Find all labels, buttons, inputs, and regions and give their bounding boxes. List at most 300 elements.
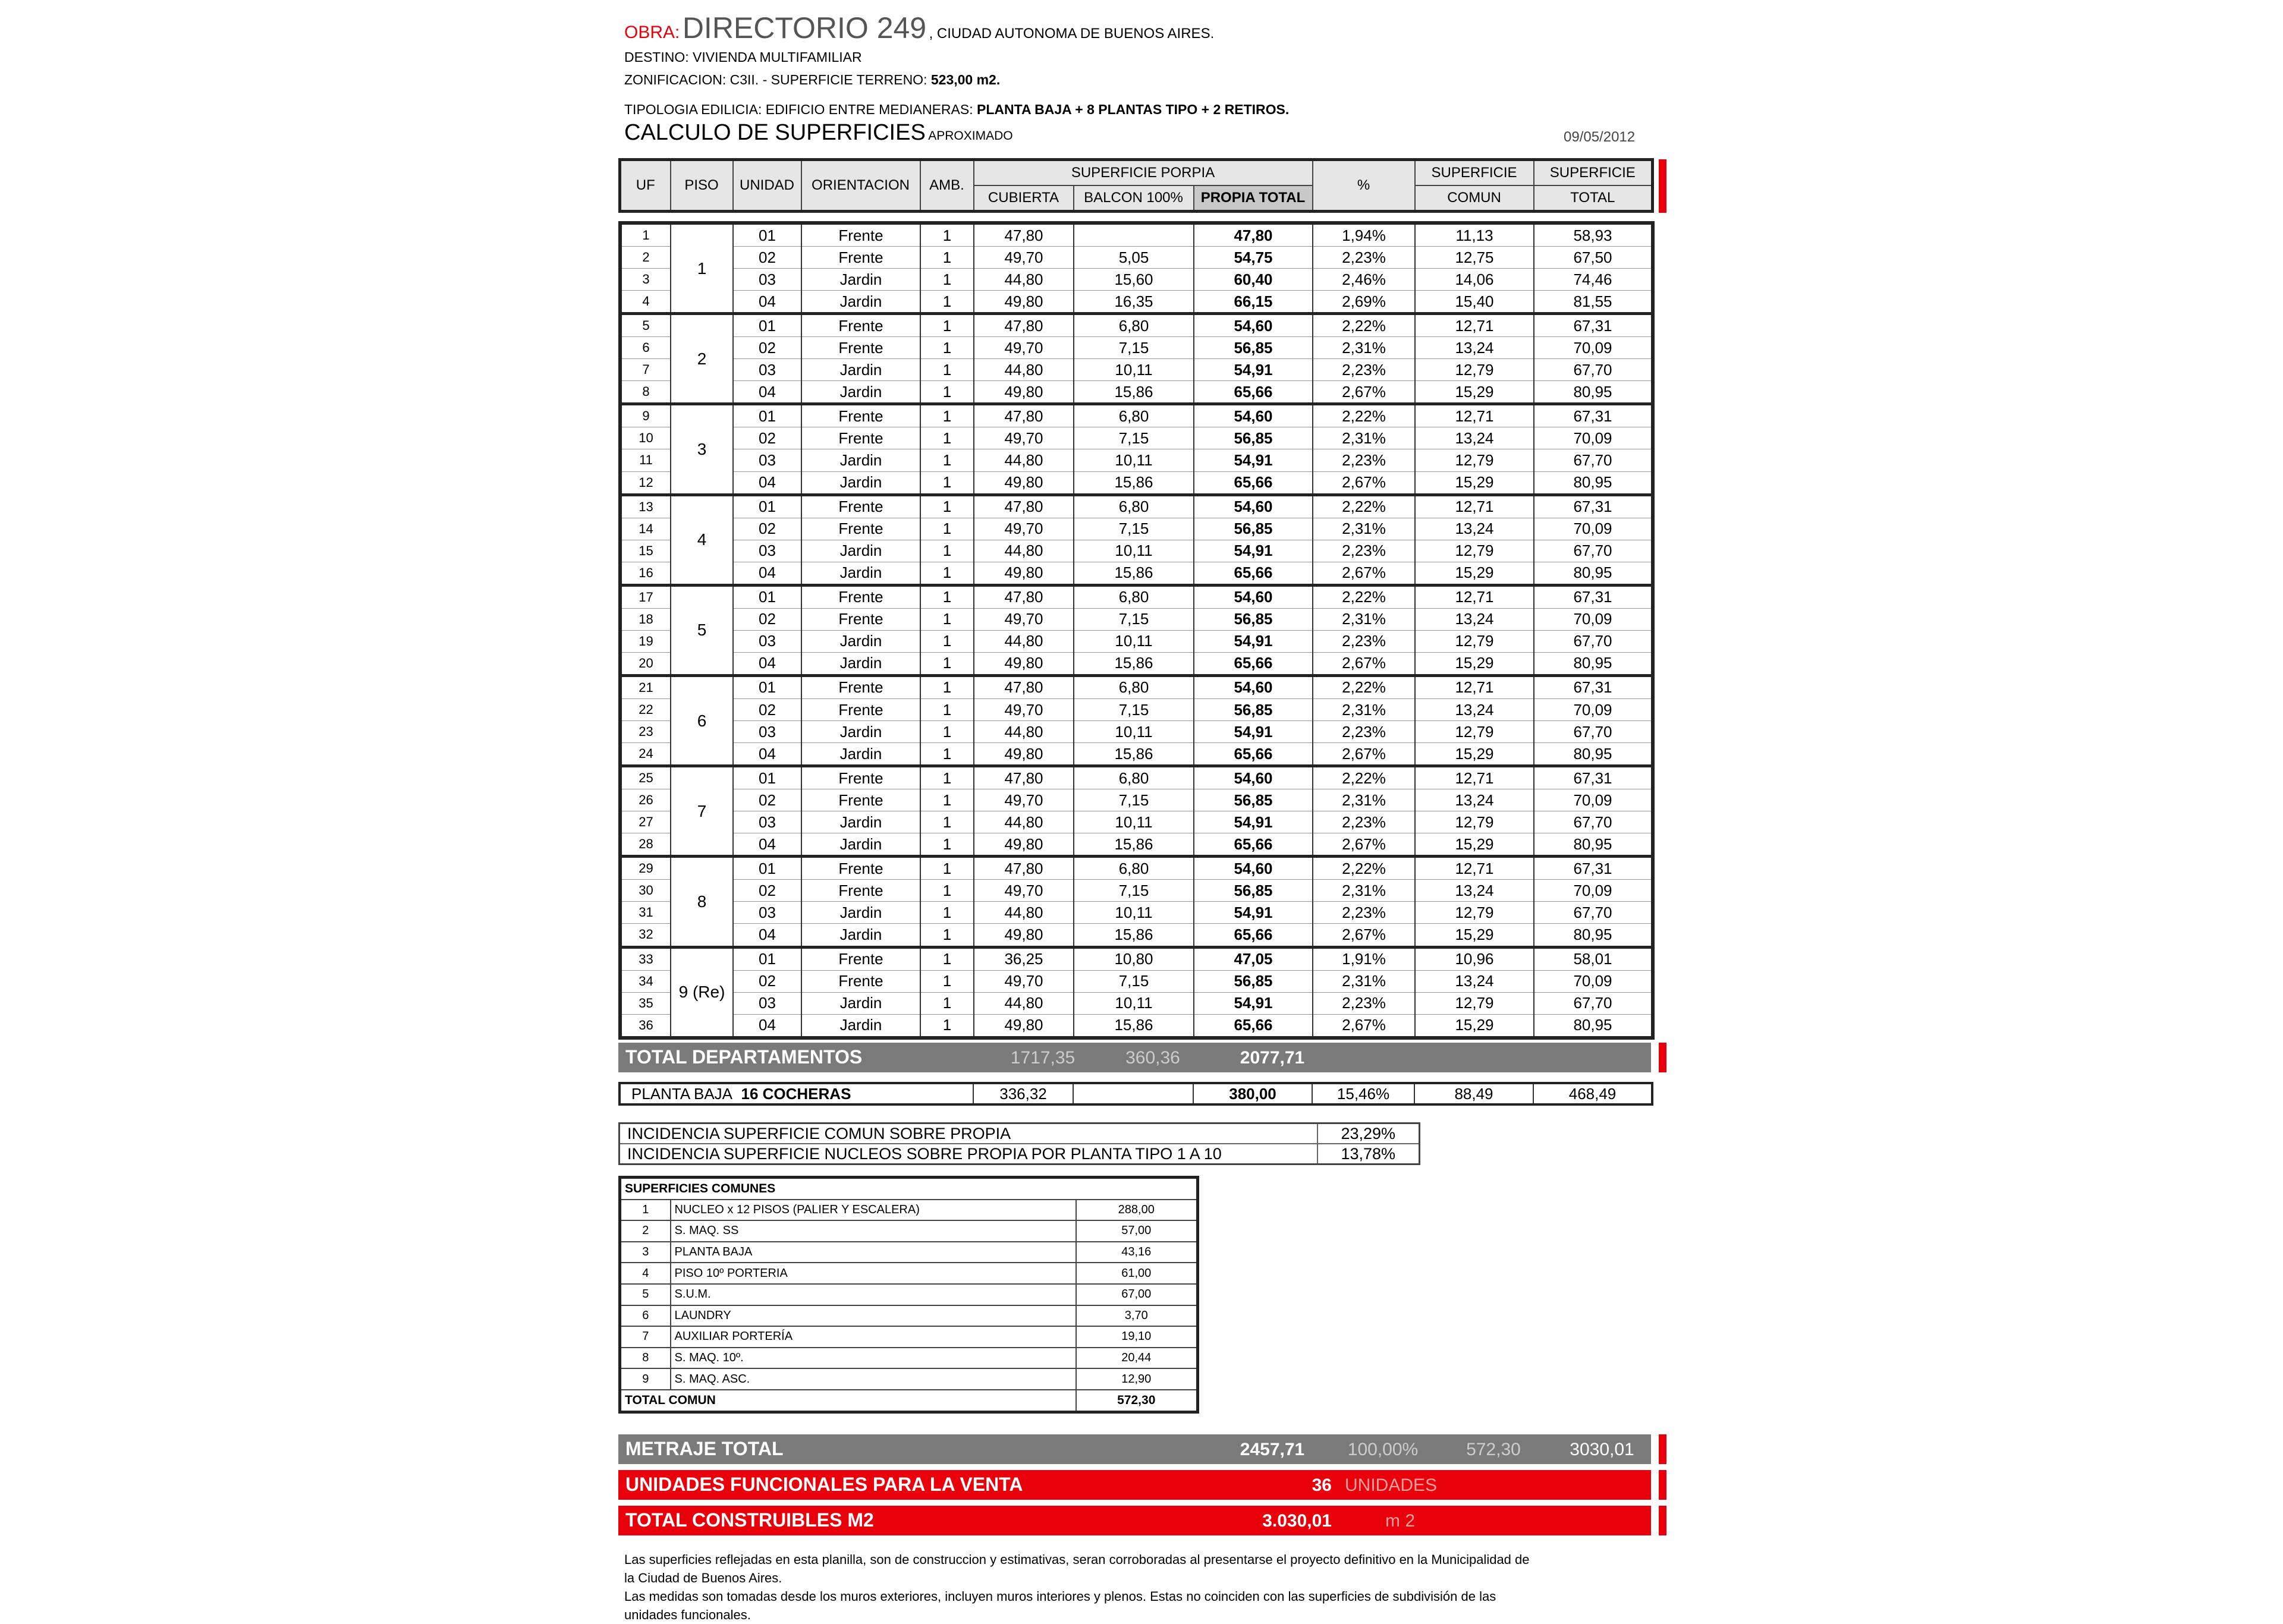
zonificacion-line [624,72,1000,88]
unit-code: 01 [733,675,801,698]
unit-propia-total: 60,40 [1194,269,1313,291]
total-departamentos-balcon: 360,36 [1125,1048,1180,1068]
unit-code: 03 [733,269,801,291]
unit-orientation: Jardin [801,449,920,471]
unit-sup-comun: 13,24 [1415,337,1534,359]
unit-balcon: 15,60 [1074,269,1194,291]
unit-balcon: 15,86 [1074,743,1194,766]
unit-orientation: Jardin [801,833,920,857]
item-description: AUXILIAR PORTERÍA [671,1326,1076,1348]
unit-propia-total: 66,15 [1194,291,1313,314]
unit-balcon: 7,15 [1074,698,1194,720]
unit-code: 02 [733,337,801,359]
unit-cubierta: 47,80 [974,857,1074,880]
table-row [620,924,1653,947]
table-row [620,471,1653,495]
incidencia-label: INCIDENCIA SUPERFICIE NUCLEOS SOBRE PROPIA POR PLANTA TIPO 1 A 10 [620,1144,1317,1165]
unit-balcon: 15,86 [1074,652,1194,675]
unit-cubierta: 49,80 [974,1014,1074,1038]
unit-amb: 1 [920,518,974,540]
table-row [620,359,1653,381]
unit-number: 15 [620,540,671,562]
piso-cell: 7 [671,766,733,857]
unit-amb: 1 [920,1014,974,1038]
unit-balcon: 7,15 [1074,789,1194,811]
total-construibles-label: TOTAL CONSTRUIBLES M2 [625,1509,874,1531]
unit-balcon: 15,86 [1074,1014,1194,1038]
unit-sup-comun: 12,71 [1415,766,1534,789]
unit-number: 33 [620,947,671,970]
unit-sup-total: 67,31 [1534,675,1653,698]
unit-amb: 1 [920,675,974,698]
unit-code: 04 [733,381,801,404]
unit-pct: 2,23% [1313,721,1415,743]
disclaimer-line: la Ciudad de Buenos Aires. [624,1571,782,1585]
unit-sup-total: 81,55 [1534,291,1653,314]
unit-pct: 2,31% [1313,698,1415,720]
calc-subtitle: APROXIMADO [928,129,1013,143]
table-row [620,247,1653,269]
unit-amb: 1 [920,471,974,495]
unit-amb: 1 [920,698,974,720]
unit-pct: 2,67% [1313,471,1415,495]
unidades-funcionales-bar [618,1470,1651,1500]
unit-propia-total: 56,85 [1194,880,1313,902]
unit-sup-comun: 12,79 [1415,902,1534,924]
unit-sup-comun: 13,24 [1415,427,1534,449]
unit-orientation: Jardin [801,721,920,743]
planta-baja-label: PLANTA BAJA 16 COCHERAS [620,1083,973,1104]
unit-orientation: Jardin [801,924,920,947]
unit-orientation: Jardin [801,291,920,314]
col-uf: UF [620,160,671,212]
table-row [620,223,1653,247]
table-row [620,540,1653,562]
unit-pct: 2,69% [1313,291,1415,314]
table-row [620,449,1653,471]
planta-baja-balcon [1073,1083,1193,1104]
unit-orientation: Jardin [801,630,920,652]
unit-sup-total: 70,09 [1534,427,1653,449]
unit-number: 31 [620,902,671,924]
unit-balcon: 6,80 [1074,585,1194,608]
unit-sup-total: 67,31 [1534,404,1653,427]
unit-pct: 2,22% [1313,314,1415,337]
unit-number: 9 [620,404,671,427]
item-number: 1 [620,1200,671,1221]
unit-balcon: 6,80 [1074,675,1194,698]
unit-cubierta: 44,80 [974,811,1074,833]
unit-amb: 1 [920,404,974,427]
obra-title [624,11,1214,45]
table-row [620,970,1653,992]
item-number: 9 [620,1368,671,1390]
unit-balcon: 16,35 [1074,291,1194,314]
unit-pct: 1,91% [1313,947,1415,970]
disclaimer-line: Las medidas son tomadas desde los muros exteriores, incluyen muros interiores y plenos. Estas no coinciden con las superficies de subdivisión de las [624,1589,1496,1604]
unit-number: 20 [620,652,671,675]
unit-balcon: 10,11 [1074,902,1194,924]
incidencia-label: INCIDENCIA SUPERFICIE COMUN SOBRE PROPIA [620,1123,1317,1144]
total-departamentos-label: TOTAL DEPARTAMENTOS [625,1046,863,1068]
calc-title-line [624,120,1013,146]
unit-pct: 2,23% [1313,630,1415,652]
unit-pct: 2,23% [1313,359,1415,381]
table-row [620,1014,1653,1038]
unit-cubierta: 49,80 [974,471,1074,495]
total-comun-label: TOTAL COMUN [620,1390,1076,1412]
list-item [620,1200,1198,1221]
unit-balcon: 6,80 [1074,404,1194,427]
unit-pct: 2,22% [1313,766,1415,789]
unit-balcon: 7,15 [1074,970,1194,992]
unit-amb: 1 [920,947,974,970]
total-departamentos-bar [618,1043,1651,1072]
unit-pct: 2,46% [1313,269,1415,291]
item-description: S. MAQ. SS [671,1220,1076,1242]
unit-cubierta: 49,70 [974,247,1074,269]
unit-orientation: Frente [801,766,920,789]
unit-orientation: Jardin [801,652,920,675]
col-sup-total-2: TOTAL [1534,185,1653,212]
unit-amb: 1 [920,721,974,743]
unit-number: 36 [620,1014,671,1038]
piso-cell: 4 [671,495,733,585]
list-item [620,1284,1198,1305]
unit-amb: 1 [920,381,974,404]
unit-code: 03 [733,540,801,562]
planta-baja-cubierta: 336,32 [973,1083,1073,1104]
piso-cell: 9 (Re) [671,947,733,1038]
unit-sup-comun: 15,29 [1415,562,1534,585]
unit-orientation: Jardin [801,540,920,562]
unit-orientation: Frente [801,970,920,992]
unit-number: 27 [620,811,671,833]
unit-code: 01 [733,314,801,337]
unit-sup-total: 67,70 [1534,992,1653,1014]
unit-cubierta: 49,70 [974,880,1074,902]
unit-cubierta: 44,80 [974,630,1074,652]
unit-orientation: Jardin [801,1014,920,1038]
unit-cubierta: 49,70 [974,608,1074,630]
unit-sup-total: 67,70 [1534,902,1653,924]
piso-cell: 3 [671,404,733,495]
unit-pct: 2,22% [1313,404,1415,427]
total-construibles-unit: m 2 [1385,1511,1416,1531]
col-orientacion: ORIENTACION [801,160,920,212]
unit-sup-comun: 15,29 [1415,471,1534,495]
item-area: 61,00 [1076,1263,1198,1284]
unit-sup-comun: 12,71 [1415,495,1534,518]
planta-baja-comun: 88,49 [1414,1083,1533,1104]
unit-propia-total: 54,60 [1194,585,1313,608]
unit-cubierta: 36,25 [974,947,1074,970]
unit-code: 02 [733,698,801,720]
unit-sup-total: 67,31 [1534,857,1653,880]
unit-code: 04 [733,1014,801,1038]
unit-cubierta: 49,80 [974,833,1074,857]
unit-pct: 2,67% [1313,833,1415,857]
unit-sup-comun: 13,24 [1415,880,1534,902]
unit-amb: 1 [920,743,974,766]
unit-balcon: 10,11 [1074,449,1194,471]
red-marker [1659,1470,1666,1500]
unit-pct: 2,31% [1313,970,1415,992]
unit-amb: 1 [920,585,974,608]
unit-sup-total: 70,09 [1534,698,1653,720]
unit-amb: 1 [920,449,974,471]
unit-pct: 2,23% [1313,449,1415,471]
zonificacion-value: 523,00 m2. [930,72,1001,87]
unit-sup-total: 67,70 [1534,721,1653,743]
unit-balcon: 10,11 [1074,721,1194,743]
table-row [620,495,1653,518]
unit-code: 04 [733,471,801,495]
col-sup-comun-2: COMUN [1415,185,1534,212]
unit-propia-total: 47,80 [1194,223,1313,247]
table-row [620,562,1653,585]
unit-code: 03 [733,811,801,833]
unit-sup-comun: 12,71 [1415,404,1534,427]
unit-balcon: 15,86 [1074,471,1194,495]
unit-cubierta: 49,80 [974,291,1074,314]
table-row [620,269,1653,291]
unidades-funcionales-label: UNIDADES FUNCIONALES PARA LA VENTA [625,1474,1023,1495]
unit-amb: 1 [920,495,974,518]
item-area: 12,90 [1076,1368,1198,1390]
item-number: 2 [620,1220,671,1242]
unit-code: 01 [733,947,801,970]
col-propia-total: PROPIA TOTAL [1194,185,1313,212]
unit-propia-total: 56,85 [1194,970,1313,992]
unit-number: 22 [620,698,671,720]
disclaimer-line: unidades funcionales. [624,1607,751,1622]
unit-number: 2 [620,247,671,269]
list-item [620,1305,1198,1327]
document-date: 09/05/2012 [1564,129,1636,145]
list-item [620,1348,1198,1369]
table-row [620,721,1653,743]
unit-number: 6 [620,337,671,359]
unit-sup-total: 67,70 [1534,359,1653,381]
item-area: 57,00 [1076,1220,1198,1242]
unit-amb: 1 [920,833,974,857]
unit-cubierta: 49,70 [974,337,1074,359]
table-row [620,404,1653,427]
unit-orientation: Frente [801,880,920,902]
item-area: 20,44 [1076,1348,1198,1369]
unit-sup-comun: 12,71 [1415,585,1534,608]
unit-cubierta: 49,70 [974,518,1074,540]
unit-number: 12 [620,471,671,495]
unit-sup-total: 58,01 [1534,947,1653,970]
item-area: 19,10 [1076,1326,1198,1348]
total-construibles-value: 3.030,01 [1262,1511,1332,1531]
unit-cubierta: 44,80 [974,449,1074,471]
unit-amb: 1 [920,902,974,924]
metraje-total-bar [618,1434,1651,1464]
unit-sup-comun: 13,24 [1415,608,1534,630]
col-cubierta: CUBIERTA [974,185,1074,212]
unit-pct: 2,31% [1313,880,1415,902]
unit-sup-comun: 12,71 [1415,675,1534,698]
table-row [620,314,1653,337]
unit-propia-total: 65,66 [1194,381,1313,404]
unit-sup-comun: 12,71 [1415,314,1534,337]
unit-balcon: 10,11 [1074,630,1194,652]
tipologia-line [624,102,1289,118]
unit-cubierta: 49,70 [974,427,1074,449]
total-departamentos-cubierta: 1717,35 [1010,1048,1076,1068]
unit-orientation: Jardin [801,811,920,833]
tipologia-value: PLANTA BAJA + 8 PLANTAS TIPO + 2 RETIROS. [977,102,1290,117]
unit-number: 30 [620,880,671,902]
unit-propia-total: 54,91 [1194,721,1313,743]
unit-number: 28 [620,833,671,857]
unit-number: 7 [620,359,671,381]
item-area: 43,16 [1076,1242,1198,1263]
unit-amb: 1 [920,427,974,449]
red-marker [1659,159,1666,213]
unit-cubierta: 47,80 [974,766,1074,789]
unit-sup-total: 80,95 [1534,1014,1653,1038]
total-departamentos-propia: 2077,71 [1240,1048,1305,1068]
unit-cubierta: 47,80 [974,675,1074,698]
unit-sup-comun: 12,79 [1415,540,1534,562]
unit-amb: 1 [920,562,974,585]
tipologia-prefix: TIPOLOGIA EDILICIA: EDIFICIO ENTRE MEDIANERAS: [624,102,977,117]
unit-sup-total: 80,95 [1534,381,1653,404]
incidencia-value: 23,29% [1317,1123,1420,1144]
unit-cubierta: 49,80 [974,743,1074,766]
unit-sup-total: 80,95 [1534,833,1653,857]
unit-sup-comun: 13,24 [1415,789,1534,811]
incidencias-table [618,1122,1420,1165]
unidades-funcionales-value: 36 [1312,1475,1332,1495]
unit-cubierta: 47,80 [974,585,1074,608]
table-row [620,857,1653,880]
metraje-total-total: 3030,01 [1570,1440,1634,1459]
unit-orientation: Frente [801,947,920,970]
unit-number: 16 [620,562,671,585]
unit-cubierta: 47,80 [974,314,1074,337]
unit-sup-total: 80,95 [1534,743,1653,766]
unit-code: 01 [733,404,801,427]
unit-number: 8 [620,381,671,404]
table-row [620,811,1653,833]
unit-cubierta: 44,80 [974,902,1074,924]
unit-number: 25 [620,766,671,789]
unit-balcon: 10,11 [1074,811,1194,833]
unit-pct: 2,31% [1313,608,1415,630]
unit-pct: 2,31% [1313,427,1415,449]
unit-code: 04 [733,652,801,675]
table-row [620,880,1653,902]
unit-pct: 2,23% [1313,992,1415,1014]
table-row [620,427,1653,449]
table-row [620,652,1653,675]
unit-number: 10 [620,427,671,449]
unit-cubierta: 49,70 [974,698,1074,720]
unit-propia-total: 65,66 [1194,743,1313,766]
unit-amb: 1 [920,652,974,675]
obra-label: OBRA: [624,23,680,42]
unit-code: 02 [733,789,801,811]
unit-sup-comun: 11,13 [1415,223,1534,247]
unit-propia-total: 65,66 [1194,471,1313,495]
item-number: 4 [620,1263,671,1284]
unit-number: 5 [620,314,671,337]
unit-code: 04 [733,291,801,314]
unit-sup-total: 80,95 [1534,562,1653,585]
unit-cubierta: 44,80 [974,269,1074,291]
unit-code: 03 [733,992,801,1014]
unit-amb: 1 [920,359,974,381]
unit-propia-total: 54,60 [1194,495,1313,518]
unit-balcon [1074,223,1194,247]
col-pct: % [1313,160,1415,212]
col-amb: AMB. [920,160,974,212]
superficies-comunes-table [618,1176,1199,1414]
unit-propia-total: 54,91 [1194,540,1313,562]
unit-balcon: 15,86 [1074,381,1194,404]
unit-code: 02 [733,247,801,269]
col-piso: PISO [671,160,733,212]
unit-orientation: Frente [801,247,920,269]
obra-city: , CIUDAD AUTONOMA DE BUENOS AIRES. [929,26,1215,42]
unit-orientation: Frente [801,698,920,720]
unit-number: 29 [620,857,671,880]
unit-sup-total: 74,46 [1534,269,1653,291]
unit-amb: 1 [920,766,974,789]
total-construibles-bar [618,1506,1651,1535]
piso-cell: 8 [671,857,733,947]
unit-amb: 1 [920,540,974,562]
item-area: 3,70 [1076,1305,1198,1327]
unit-orientation: Frente [801,427,920,449]
col-unidad: UNIDAD [733,160,801,212]
unit-code: 02 [733,880,801,902]
item-number: 7 [620,1326,671,1348]
unit-balcon: 10,80 [1074,947,1194,970]
unit-sup-comun: 15,29 [1415,652,1534,675]
unit-orientation: Frente [801,585,920,608]
planta-baja-pct: 15,46% [1312,1083,1414,1104]
unit-orientation: Jardin [801,743,920,766]
unit-orientation: Jardin [801,471,920,495]
unit-propia-total: 54,91 [1194,992,1313,1014]
unit-number: 21 [620,675,671,698]
unit-number: 34 [620,970,671,992]
unit-cubierta: 47,80 [974,223,1074,247]
unit-balcon: 15,86 [1074,833,1194,857]
unit-code: 02 [733,518,801,540]
unit-amb: 1 [920,247,974,269]
unit-sup-comun: 12,71 [1415,857,1534,880]
unit-amb: 1 [920,924,974,947]
unit-code: 01 [733,857,801,880]
table-row [620,698,1653,720]
metraje-total-pct: 100,00% [1347,1440,1419,1459]
unit-cubierta: 44,80 [974,721,1074,743]
unit-sup-total: 67,31 [1534,585,1653,608]
item-description: NUCLEO x 12 PISOS (PALIER Y ESCALERA) [671,1200,1076,1221]
table-row [620,902,1653,924]
unit-balcon: 7,15 [1074,337,1194,359]
unit-sup-comun: 13,24 [1415,970,1534,992]
unit-balcon: 10,11 [1074,359,1194,381]
unit-number: 32 [620,924,671,947]
